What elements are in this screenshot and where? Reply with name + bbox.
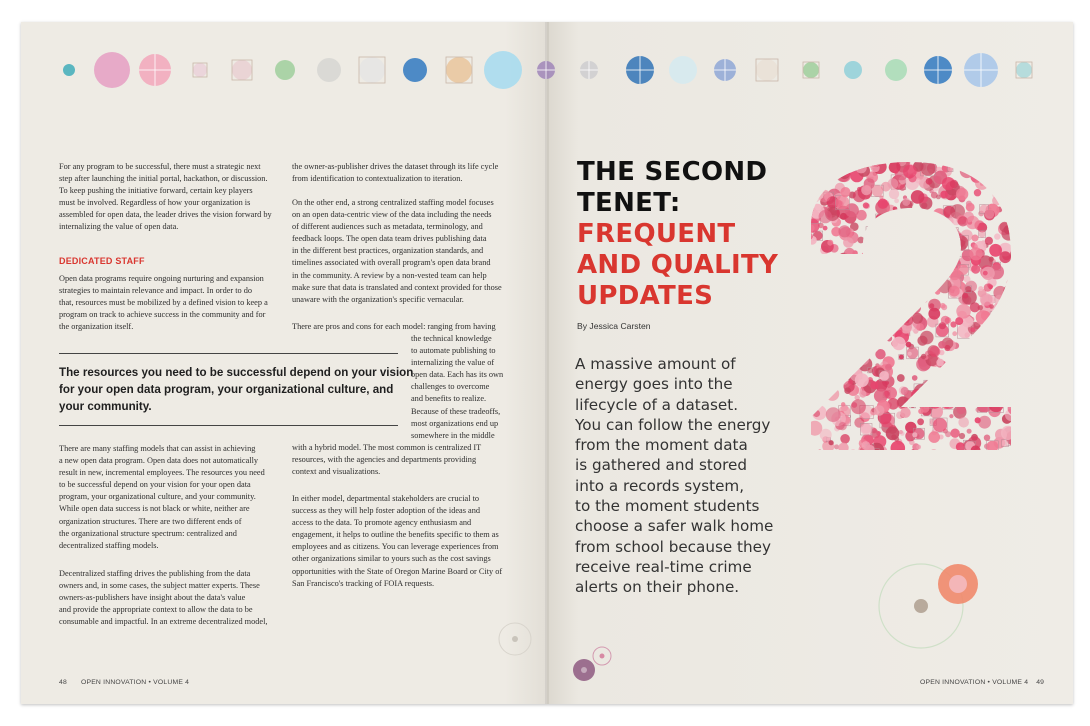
title-line: TENET: [577, 188, 681, 218]
text-line: the owner-as-publisher drives the dataset through its life cycle [292, 162, 499, 171]
title-line: UPDATES [577, 281, 714, 311]
text-line: from identification to contextualization to iteration. [292, 174, 463, 184]
text-line: the organization itself. [59, 322, 134, 332]
article-title-black [577, 157, 767, 219]
pros-cons-narrow-column [411, 333, 529, 442]
text-line: result in new, incremental employees. The resources you need [59, 468, 265, 478]
text-line: resources, with the agencies and departments providing [292, 455, 477, 465]
text-line: of different audiences such as metadata, terminology, and [292, 222, 483, 232]
text-line: step after launching the initial portal, hackathon, or discussion. [59, 174, 268, 184]
staffing-models-paragraph [59, 443, 291, 552]
folio-bullet: • [146, 679, 154, 686]
lede-line: from the moment data [575, 436, 748, 455]
pros-cons-first-line [292, 321, 528, 333]
text-line: program, your organizational culture, and your community. [59, 492, 256, 502]
text-line: opportunities with the State of Oregon Marine Board or City of [292, 566, 503, 576]
text-line: San Francisco's tracking of FOIA requests. [292, 578, 435, 588]
lede-line: choose a safer walk home [575, 517, 774, 536]
text-line: consumable and impactful. In an extreme decentralized model, [59, 617, 268, 627]
text-line: the technical knowledge [411, 334, 492, 343]
text-line: organization structures. There are two different ends of [59, 516, 242, 526]
text-line: decentralized staffing models. [59, 540, 159, 550]
folio-bullet: • [985, 679, 993, 686]
text-line: open data. Each has its own [411, 370, 504, 380]
text-line: On the other end, a strong centralized staffing model focuses [292, 198, 494, 207]
left-page [21, 22, 547, 704]
text-line: in the community. A review by a non-vested team can help [292, 270, 487, 280]
page-number: 49 [1036, 679, 1045, 686]
text-line: with a hybrid model. The most common is centralized IT [292, 443, 482, 452]
folio-volume: VOLUME 4 [153, 679, 190, 686]
text-line: success as they will help foster adoption of the ideas and [292, 506, 481, 516]
text-line: Open data programs require ongoing nurturing and expansion [59, 274, 264, 283]
text-line: strategies to maintain relevance and impact. In order to do [59, 286, 253, 296]
text-line: In either model, departmental stakeholders are crucial to [292, 494, 480, 503]
dedicated-staff-paragraph [59, 273, 289, 333]
left-column [59, 161, 289, 246]
lede-line: lifecycle of a dataset. [575, 395, 739, 414]
text-line: to be successful depend on your vision for your open data [59, 480, 251, 490]
byline: By Jessica Carsten [577, 321, 651, 331]
hybrid-model-paragraph [292, 442, 528, 478]
decentralized-paragraph [59, 568, 291, 628]
text-line: Decentralized staffing drives the publishing from the data [59, 569, 251, 578]
text-line: There are many staffing models that can assist in achieving [59, 444, 256, 453]
lede-line: into a records system, [575, 476, 745, 495]
lede-line: is gathered and stored [575, 456, 748, 475]
text-line: that, resources must be mobilized by a defined vision to keep a [59, 298, 268, 308]
lede-line: receive real-time crime [575, 557, 752, 576]
text-line: owners-as-publishers have insight about the data's value [59, 593, 246, 603]
article-title-red [577, 219, 778, 312]
text-line: and provide the appropriate context to allow the data to be [59, 605, 253, 615]
binding-gutter [545, 22, 549, 704]
text-line: timelines associated with overall program's open data brand [292, 258, 491, 268]
lede-line: A massive amount of [575, 355, 736, 373]
text-line: unaware with the organization's specific vernacular. [292, 294, 464, 304]
text-line: internalizing the value of open data. [59, 222, 179, 232]
text-line: must be involved. Regardless of how your organization is [59, 198, 251, 208]
text-line: While open data success is not black or white, neither are [59, 504, 250, 514]
folio-label: OPEN INNOVATION [920, 679, 986, 686]
lede-line: You can follow the energy [575, 415, 771, 434]
text-line: assembled for open data, the leader drives the vision forward by [59, 210, 272, 220]
text-line: and benefits to realize. [411, 394, 487, 404]
text-line: other organizations similar to yours such as the cost savings [292, 554, 491, 564]
lede-line: energy goes into the [575, 375, 733, 394]
dedicated-staff-subhead: DEDICATED STAFF [59, 256, 145, 266]
title-line: THE SECOND [577, 157, 768, 187]
text-line: most organizations end up [411, 418, 499, 428]
folio-label: OPEN INNOVATION [80, 679, 147, 686]
text-line: context and visualizations. [292, 467, 381, 477]
pull-quote-line: your community. [59, 400, 152, 413]
text-line: owners and, in some cases, the subject matter experts. These [59, 581, 260, 591]
text-line: To keep pushing the initiative forward, certain key players [59, 186, 253, 196]
text-line: on an open data-centric view of the data including the needs [292, 210, 492, 220]
right-folio [920, 679, 1044, 686]
lede-line: from school because they [575, 537, 771, 556]
pros-cons-line: There are pros and cons for each model: ranging from having [292, 322, 496, 331]
folio-volume: VOLUME 4 [992, 679, 1029, 686]
pull-quote-line: for your open data program, your organizational culture, and [59, 383, 394, 396]
text-line: in the different best practices, organization standards, and [292, 246, 484, 256]
pull-quote-bottom-rule [59, 425, 398, 426]
pull-quote-line: The resources you need to be successful depend on your vision [59, 366, 414, 379]
text-line: engagement, it helps to outline the benefits specific to them as [292, 530, 499, 540]
lede-line: to the moment students [575, 497, 760, 516]
text-line: For any program to be successful, there must a strategic next [59, 162, 261, 171]
pull-quote-top-rule [59, 353, 398, 354]
stakeholders-paragraph [292, 493, 528, 590]
text-line: program on track to achieve success in the community and for [59, 310, 266, 320]
pull-quote [59, 364, 414, 415]
centralized-paragraph [292, 197, 528, 306]
text-line: access to the data. To promote agency enthusiasm and [292, 518, 472, 528]
column-two-continued [292, 161, 528, 185]
text-line: make sure that data is translated and context provided for those [292, 282, 502, 292]
text-line: feedback loops. The open data team drives publishing data [292, 234, 487, 244]
text-line: internalizing the value of [411, 358, 495, 368]
title-line: FREQUENT [577, 219, 736, 249]
text-line: employees and as citizens. You can leverage experiences from [292, 542, 499, 552]
text-line: somewhere in the middle [411, 430, 495, 440]
decorative-circle-row-icon [21, 22, 1073, 122]
text-line: the organizational structure spectrum: centralized and [59, 528, 237, 538]
text-line: to automate publishing to [411, 346, 496, 356]
magazine-spread [21, 22, 1073, 704]
page-number: 48 [59, 679, 67, 686]
lede-paragraph [575, 354, 773, 598]
lede-line: alerts on their phone. [575, 578, 740, 597]
left-folio [59, 679, 189, 686]
text-line: a new open data program. Open data does not automatically [59, 456, 259, 466]
right-page [547, 22, 1073, 704]
intro-paragraph [59, 161, 289, 234]
text-line: challenges to overcome [411, 382, 490, 392]
text-line: Because of these tradeoffs, [411, 406, 501, 416]
title-line: AND QUALITY [577, 250, 779, 280]
